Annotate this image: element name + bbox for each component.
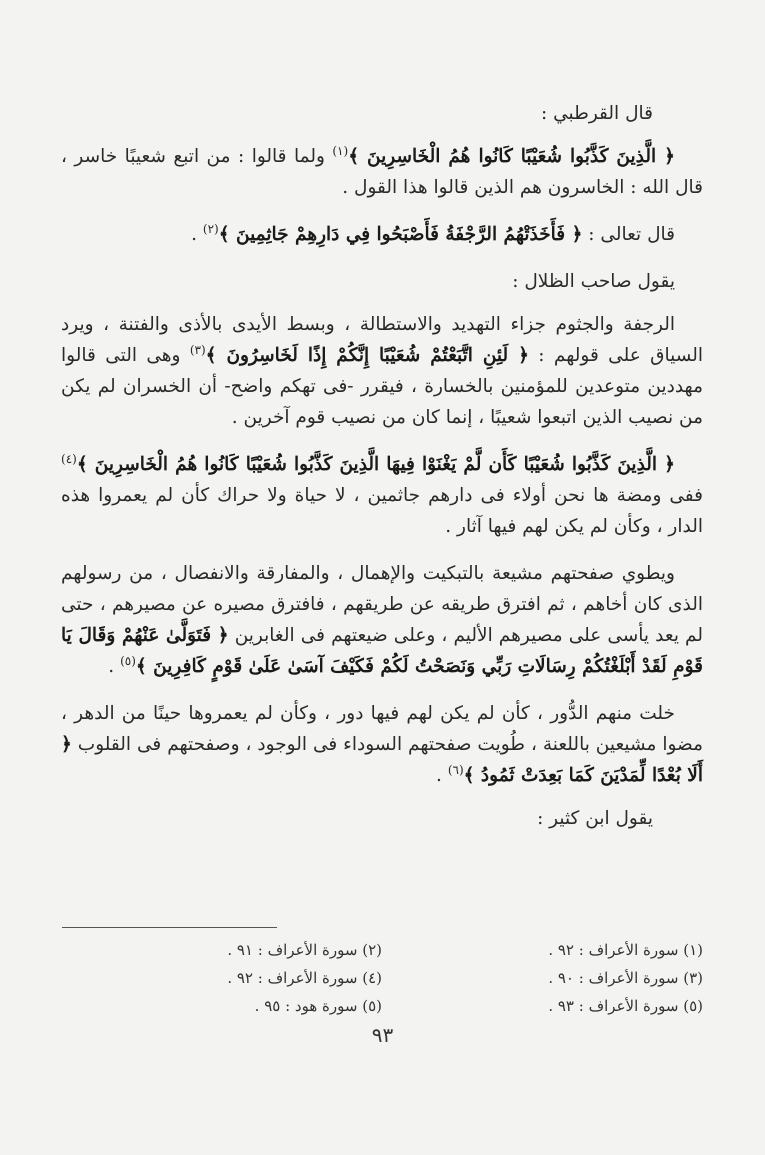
footnote: (٥) سورة هود : ٩٥ . [254, 997, 382, 1015]
ibn-kathir-heading: يقول ابن كثير : [537, 808, 653, 829]
footnote: (١) سورة الأعراف : ٩٢ . [548, 941, 703, 959]
footnote: (٢) سورة الأعراف : ٩١ . [227, 941, 382, 959]
footnote: (٤) سورة الأعراف : ٩٢ . [227, 969, 382, 987]
quran-verse: ﴿ فَأَخَذَتْهُمُ الرَّجْفَةُ فَأَصْبَحُوا فِي دَارِهِمْ جَاثِمِينَ ﴾ [218, 224, 583, 245]
quran-verse: ﴿ الَّذِينَ كَذَّبُوا شُعَيْبًا كَانُوا هُمُ الْخَاسِرِينَ ﴾ [348, 146, 675, 167]
quran-verse: ﴿ فَتَوَلَّىٰ عَنْهُمْ وَقَالَ يَا قَوْمِ لَقَدْ أَبْلَغْتُكُمْ رِسَالَاتِ رَبِّي وَنَصَحْتُ لَكُمْ فَكَيْفَ آسَىٰ عَلَىٰ قَوْمٍ كَافِرِينَ ﴾ [61, 625, 703, 677]
quran-verse: ﴿ الَّذِينَ كَذَّبُوا شُعَيْبًا كَأَن لَّمْ يَغْنَوْا فِيهَا الَّذِينَ كَذَّبُوا شُعَيْبًا كَانُوا هُمُ الْخَاسِرِينَ ﴾ [76, 454, 675, 475]
qurtubi-heading: قال القرطبي : [541, 103, 653, 124]
zilal-paragraph-3: ويطوي صفحتهم مشيعة بالتبكيت والإهمال ، والمفارقة والانفصال ، من رسولهم الذى كان أخاهم ، ثم افترق طريقه عن طريقهم ، فافترق مصيره عن مصيرهم ، حتى لم يعد يأسى على مصيرهم الأليم ، وعلى ضيعتهم فى الغابرين ﴿ فَتَوَلَّىٰ عَنْهُمْ وَقَالَ يَا قَوْمِ لَقَدْ أَبْلَغْتُكُمْ رِسَالَاتِ رَبِّي وَنَصَحْتُ لَكُمْ فَكَيْفَ آسَىٰ عَلَىٰ قَوْمٍ كَافِرِينَ ﴾$^{(٥)}$ . [61, 563, 704, 677]
zilal-heading: يقول صاحب الظلال : [512, 271, 675, 292]
footnote-ref: (١) [332, 143, 349, 158]
quran-verse: ﴿ أَلَا بُعْدًا لِّمَدْيَنَ كَمَا بَعِدَتْ ثَمُودُ ﴾ [61, 734, 703, 786]
footnote: (٣) سورة الأعراف : ٩٠ . [548, 969, 703, 987]
footnote: (٥) سورة الأعراف : ٩٣ . [548, 997, 703, 1015]
zilal-paragraph-1: الرجفة والجثوم جزاء التهديد والاستطالة ، وبسط الأيدى بالأذى والفتنة ، ويرد السياق على قولهم : ﴿ لَئِنِ اتَّبَعْتُمْ شُعَيْبًا إِنَّكُمْ إِذًا لَخَاسِرُونَ ﴾$^{(٣)}$ وهى التى قالوا مهددين متوعدين للمؤمنين بالخسارة ، فيقرر -فى تهكم واضح- أن الخسران لم يكن من نصيب الذين اتبعوا شعيبًا ، إنما كان من نصيب قوم آخرين . [61, 314, 703, 428]
footnote-ref: (٦) [447, 762, 464, 777]
footnote-divider [62, 927, 277, 928]
body-text [61, 98, 703, 834]
quran-verse: ﴿ لَئِنِ اتَّبَعْتُمْ شُعَيْبًا إِنَّكُمْ إِذًا لَخَاسِرُونَ ﴾ [205, 345, 529, 366]
footnote-ref: (٥) [120, 653, 136, 668]
qurtubi-paragraph-2: قال تعالى : ﴿ فَأَخَذَتْهُمُ الرَّجْفَةُ فَأَصْبَحُوا فِي دَارِهِمْ جَاثِمِينَ ﴾$^{(٢)}$ . [191, 221, 675, 245]
footnote-ref: (٤) [61, 451, 77, 466]
zilal-paragraph-2: ﴿ الَّذِينَ كَذَّبُوا شُعَيْبًا كَأَن لَّمْ يَغْنَوْا فِيهَا الَّذِينَ كَذَّبُوا شُعَيْبًا كَانُوا هُمُ الْخَاسِرِينَ ﴾$^{(٤)}$ ففى ومضة ها نحن أولاء فى دارهم جاثمين ، لا حياة ولا حراك كأن لم يعمروا هذه الدار ، وكأن لم يكن لهم فيها آثار . [61, 451, 703, 537]
footnote-ref: (٢) [202, 221, 219, 236]
page-number: ٩٣ [371, 1023, 394, 1047]
footnote-ref: (٣) [189, 342, 206, 357]
qurtubi-paragraph-1: ﴿ الَّذِينَ كَذَّبُوا شُعَيْبًا كَانُوا هُمُ الْخَاسِرِينَ ﴾$^{(١)}$ ولما قالوا : من اتبع شعيبًا خاسر ، قال الله : الخاسرون هم الذين قالوا هذا القول . [61, 143, 703, 198]
footnotes [61, 938, 703, 1018]
zilal-paragraph-4: خلت منهم الدُّور ، كأن لم يكن لهم فيها دور ، وكأن لم يعمروها حينًا من الدهر ، مضوا مشيعين باللعنة ، طُويت صفحتهم السوداء فى الوجود ، وصفحتهم فى القلوب ﴿ أَلَا بُعْدًا لِّمَدْيَنَ كَمَا بَعِدَتْ ثَمُودُ ﴾$^{(٦)}$ . [61, 703, 703, 786]
